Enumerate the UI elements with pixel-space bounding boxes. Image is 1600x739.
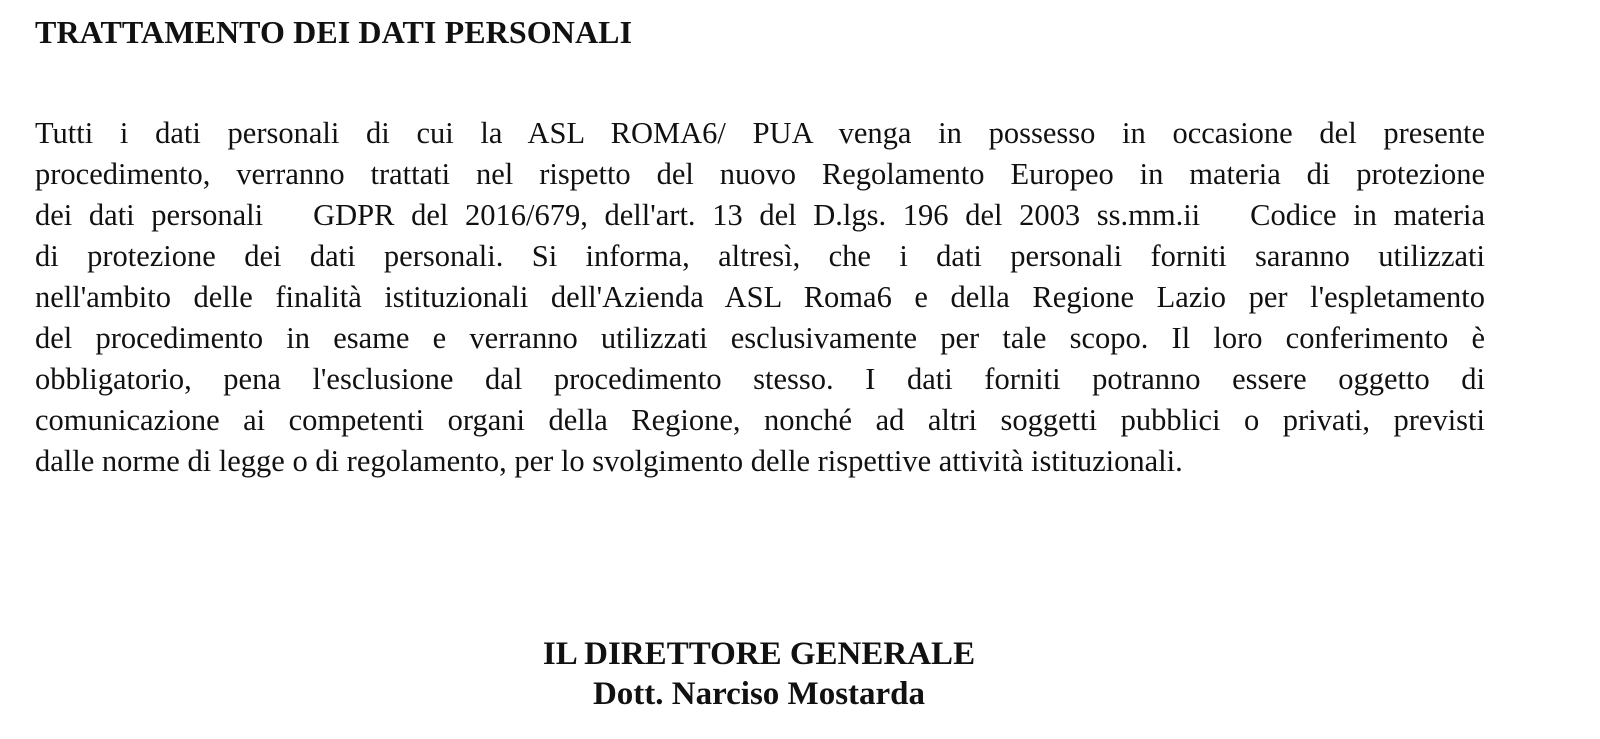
- paragraph-line: Tutti i dati personali di cui la ASL ROMA6/ PUA venga in possesso in occasione del presente: [35, 116, 1485, 150]
- paragraph-line: obbligatorio, pena l'esclusione dal procedimento stesso. I dati forniti potranno essere oggetto di: [35, 362, 1485, 396]
- paragraph-line: procedimento, verranno trattati nel rispetto del nuovo Regolamento Europeo in materia di protezione: [35, 157, 1485, 191]
- paragraph-line: dalle norme di legge o di regolamento, per lo svolgimento delle rispettive attività istituzionali.: [35, 444, 1183, 478]
- signature-name: Dott. Narciso Mostarda: [592, 676, 926, 712]
- paragraph-line: del procedimento in esame e verranno utilizzati esclusivamente per tale scopo. Il loro conferimento è: [35, 321, 1485, 355]
- privacy-paragraph: [35, 113, 1485, 482]
- paragraph-line: di protezione dei dati personali. Si informa, altresì, che i dati personali forniti saranno utilizzati: [35, 239, 1485, 273]
- paragraph-line: dei dati personali GDPR del 2016/679, dell'art. 13 del D.lgs. 196 del 2003 ss.mm.ii Codice in materia: [35, 198, 1485, 232]
- section-title: TRATTAMENTO DEI DATI PERSONALI: [35, 14, 633, 50]
- paragraph-line: comunicazione ai competenti organi della Regione, nonché ad altri soggetti pubblici o privati, previsti: [35, 403, 1485, 437]
- signature-block: [0, 634, 1518, 714]
- paragraph-line: nell'ambito delle finalità istituzionali dell'Azienda ASL Roma6 e della Regione Lazio per l'espletamento: [35, 280, 1485, 314]
- signature-role: IL DIRETTORE GENERALE: [542, 636, 976, 672]
